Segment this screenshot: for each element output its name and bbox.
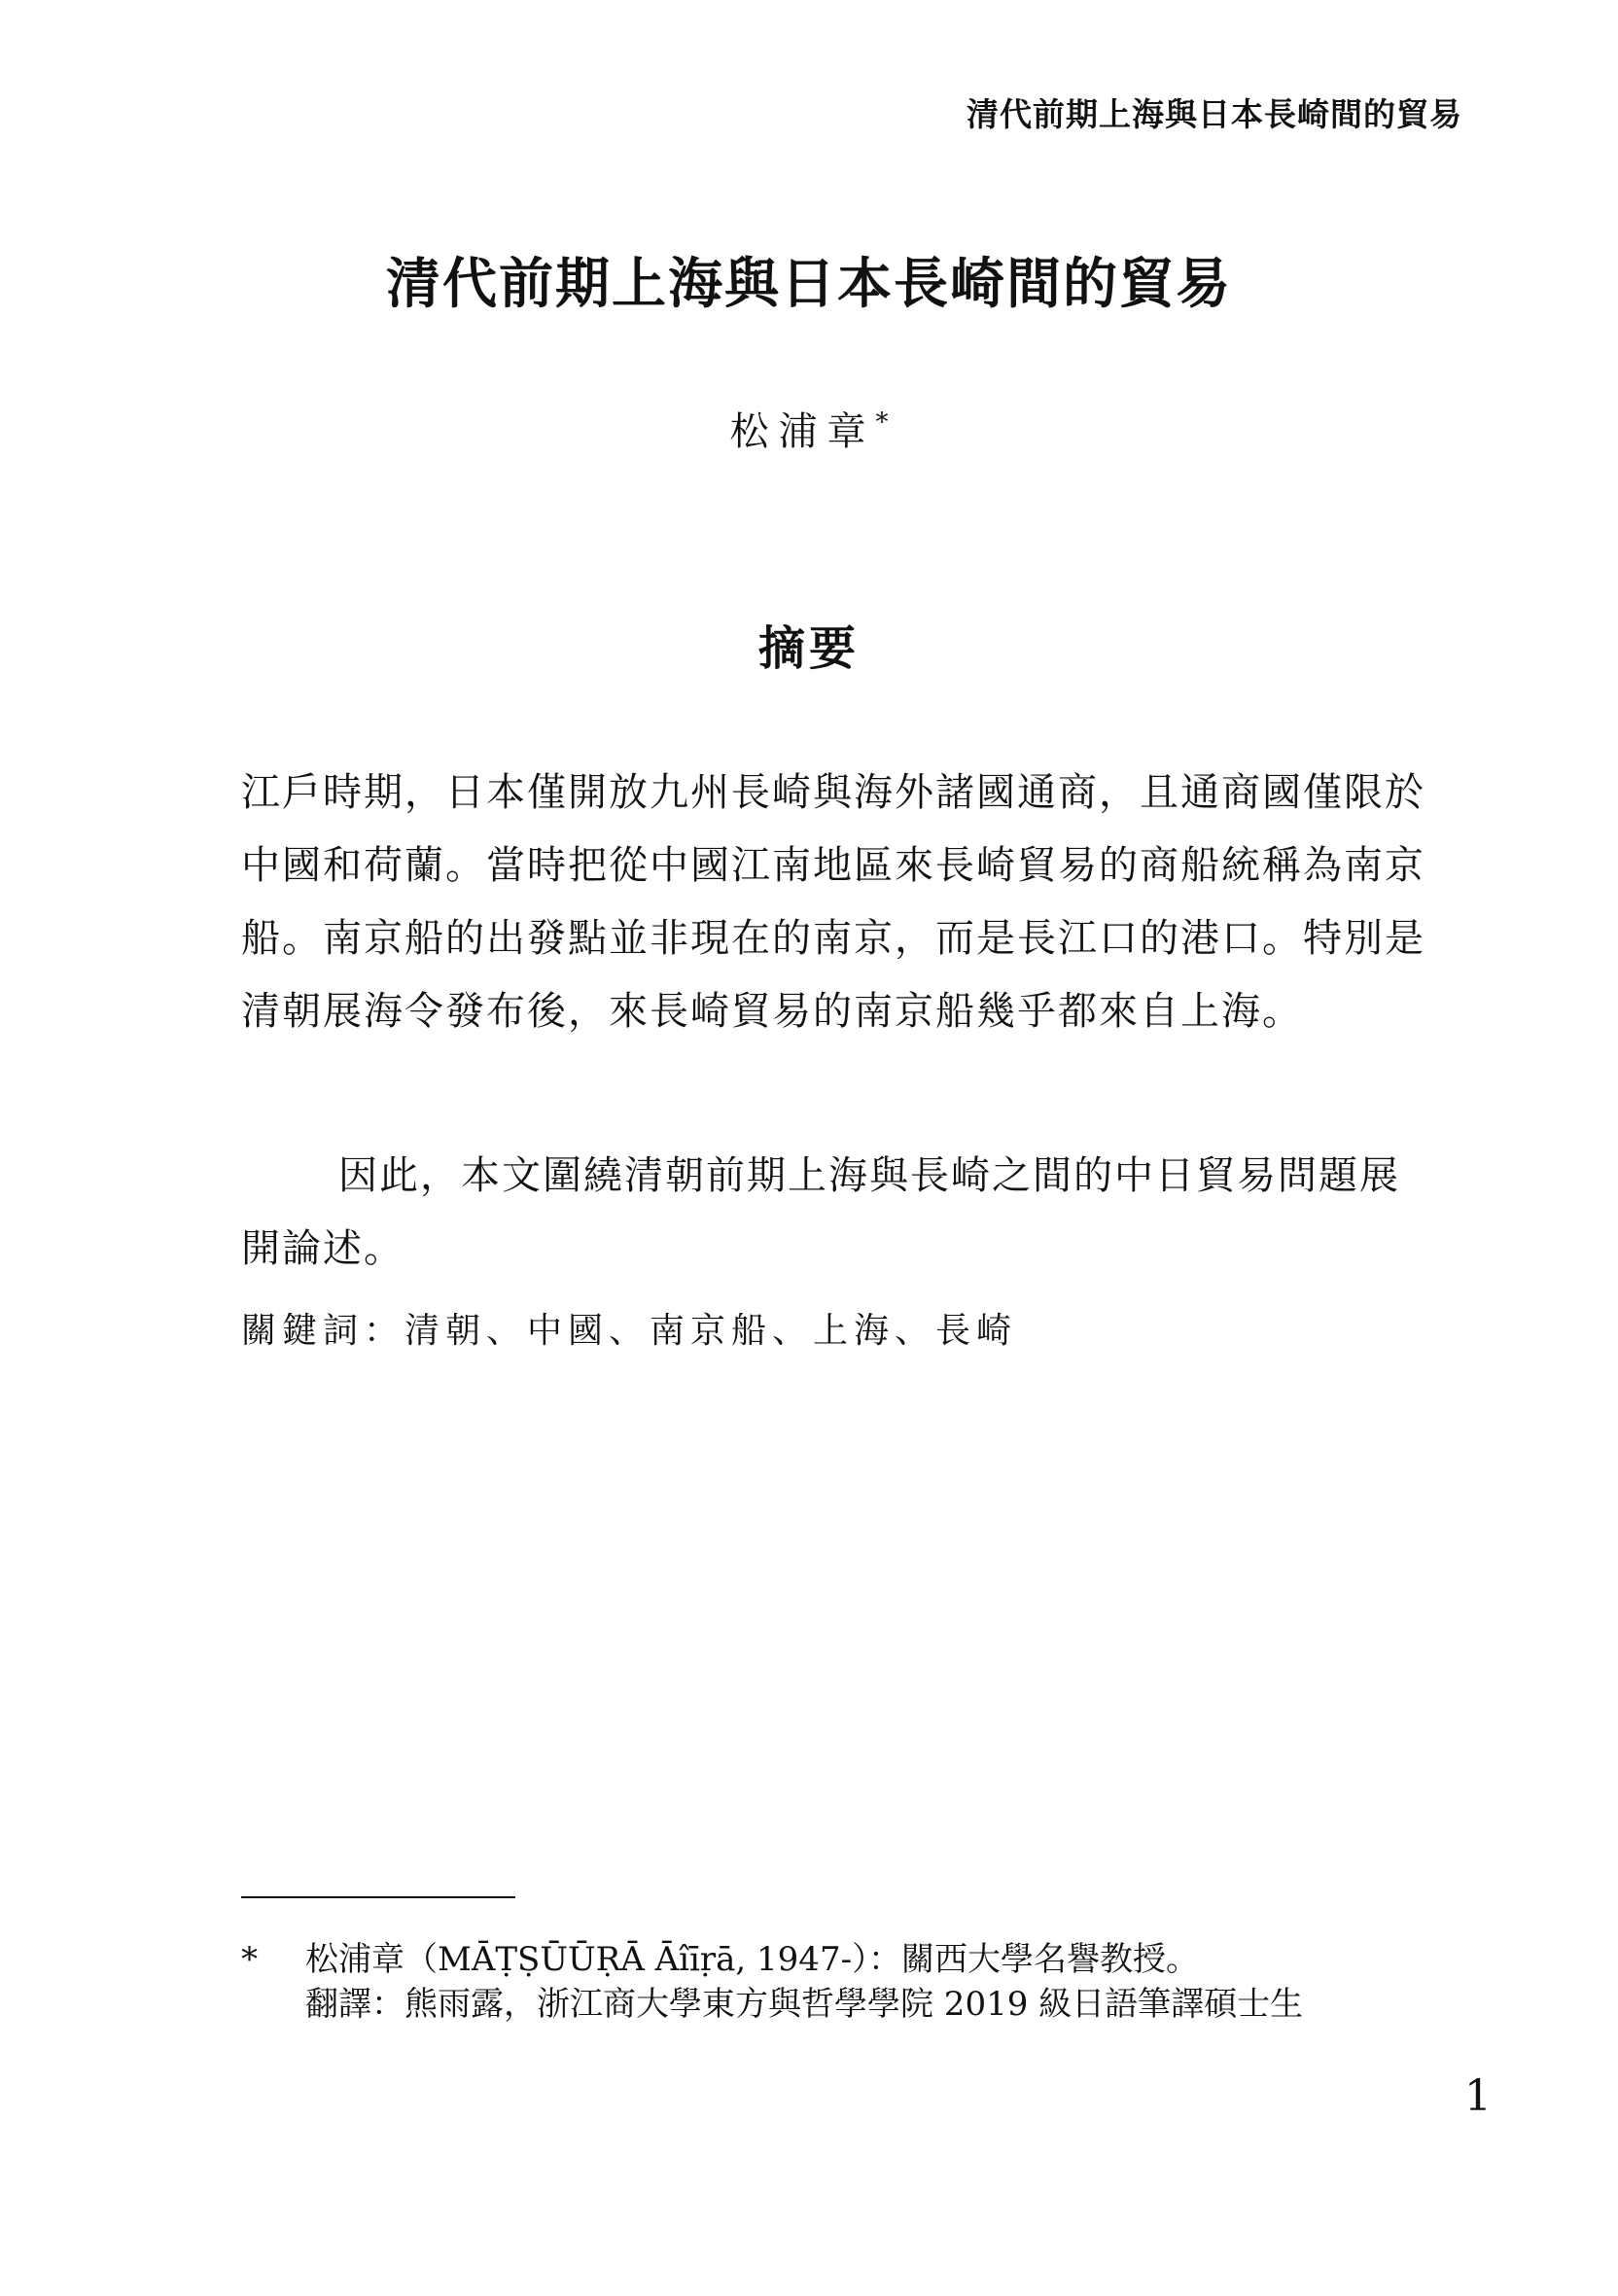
running-header: 清代前期上海與日本長崎間的貿易 [967, 95, 1462, 133]
author-footnote-mark[interactable]: * [875, 407, 889, 438]
author-name: 松浦章 [729, 409, 876, 454]
article-title: 清代前期上海與日本長崎間的貿易 [386, 252, 1232, 316]
footnote-line-1: 松浦章（MĀṬṢŪŪṚĀ Āîīṛā, 1947-）：關西大學名譽教授。 [305, 1940, 1200, 1979]
footnote-text [305, 1937, 1427, 2027]
footnote-line-2: 翻譯：熊雨露，浙江商大學東方與哲學學院 2019 級日語筆譯碩士生 [305, 1985, 1304, 2024]
abstract-paragraph-1: 江戶時期，日本僅開放九州長崎與海外諸國通商，且通商國僅限於中國和荷蘭。當時把從中國江南地區來長崎貿易的商船統稱為南京船。南京船的出發點並非現在的南京，而是長江口的港口。特別是清朝展海令發布後，來長崎貿易的南京船幾乎都來自上海。 [241, 770, 1425, 1034]
keywords: 關鍵詞：清朝、中國、南京船、上海、長崎 [241, 1311, 1018, 1351]
abstract-heading: 摘要 [757, 621, 860, 676]
footnote [241, 1937, 1427, 2027]
page-number: 1 [1464, 2071, 1492, 2121]
footnote-divider [241, 1896, 515, 1898]
author-line [0, 401, 1618, 456]
abstract-paragraph-2: 因此，本文圍繞清朝前期上海與長崎之間的中日貿易問題展開論述。 [241, 1153, 1400, 1271]
footnote-mark: * [241, 1940, 258, 1979]
